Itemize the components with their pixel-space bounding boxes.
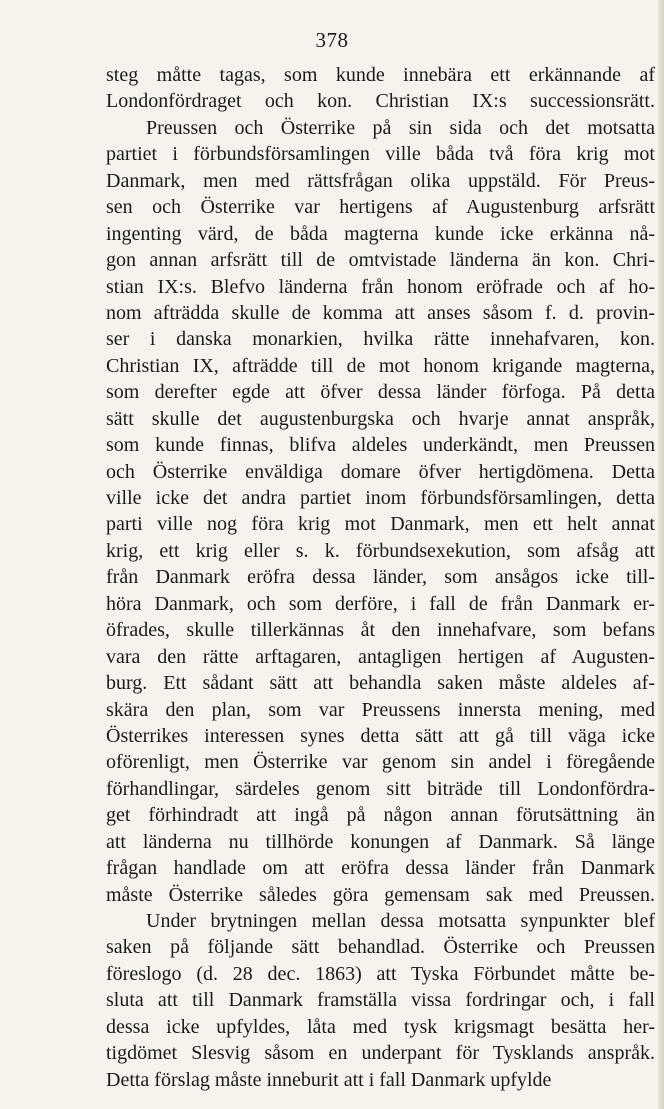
text-line: sluta att till Danmark framställa vissa fordringar och, i fall [106, 989, 655, 1012]
body-text [106, 62, 655, 1093]
text-line: som kunde finnas, blifva aldeles underkändt, men Preussen [106, 434, 655, 457]
text-line: öfrades, skulle tillerkännas åt den innehafvare, som befans [106, 619, 655, 642]
text-line: steg måtte tagas, som kunde innebära ett erkännande af [106, 64, 655, 86]
text-line: tigdömet Slesvig såsom en underpant för Tysklands anspråk. [106, 1042, 655, 1065]
text-line: Danmark, men med rättsfrågan olika uppstäld. För Preus- [106, 169, 655, 192]
text-line: burg. Ett sådant sätt att behandla saken måste aldeles af- [106, 672, 655, 695]
text-line: förhandlingar, särdeles genom sitt biträde till Londonfördra- [106, 777, 655, 800]
text-line: och Österrike enväldiga domare öfver hertigdömena. Detta [106, 460, 655, 483]
text-line: att länderna nu tillhörde konungen af Danmark. Så länge [106, 830, 655, 853]
text-line: skära den plan, som var Preussens innersta mening, med [106, 698, 655, 721]
text-line: get förhindradt att ingå på någon annan förutsättning än [106, 804, 655, 827]
page-number: 378 [315, 28, 349, 52]
text-line: dessa icke upfyldes, låta med tysk krigsmagt besätta her- [106, 1015, 655, 1038]
text-line: Detta förslag måste inneburit att i fall Danmark upfylde [106, 1068, 552, 1091]
text-line: sätt skulle det augustenburgska och hvarje annat anspråk, [106, 407, 655, 430]
text-line: som derefter egde att öfver dessa länder förfoga. På detta [106, 381, 655, 404]
text-line: ville icke det andra partiet inom förbundsförsamlingen, detta [106, 487, 655, 509]
text-line: Londonfördraget och kon. Christian IX:s successionsrätt. [106, 90, 655, 113]
text-line: vara den rätte arftagaren, antagligen hertigen af Augusten- [106, 645, 655, 668]
text-line: måste Österrike således göra gemensam sak med Preussen. [106, 883, 655, 906]
text-line: stian IX:s. Blefvo länderna från honom eröfrade och af ho- [106, 275, 655, 298]
text-line: ingenting värd, de båda magterna kunde icke erkänna nå- [106, 222, 655, 245]
text-line: parti ville nog föra krig mot Danmark, men ett helt annat [106, 513, 655, 536]
text-line: partiet i förbundsförsamlingen ville båda två föra krig mot [106, 143, 655, 166]
text-line: Under brytningen mellan dessa motsatta synpunkter blef [146, 910, 655, 932]
text-line: föreslogo (d. 28 dec. 1863) att Tyska Förbundet måtte be- [106, 962, 655, 985]
text-line: Österrikes interessen synes detta sätt att gå till väga icke [106, 724, 655, 747]
text-line: Preussen och Österrike på sin sida och det motsatta [146, 116, 655, 139]
text-line: från Danmark eröfra dessa länder, som ansågos icke till- [106, 566, 655, 589]
text-line: ser i danska monarkien, hvilka rätte innehafvaren, kon. [106, 328, 655, 351]
text-line: höra Danmark, och som derföre, i fall de från Danmark er- [106, 592, 655, 615]
text-line: sen och Österrike var hertigens af Augustenburg arfsrätt [106, 196, 655, 219]
text-line: frågan handlade om att eröfra dessa länder från Danmark [106, 857, 655, 880]
text-line: krig, ett krig eller s. k. förbundsexekution, som afsåg att [106, 539, 655, 562]
text-line: Christian IX, afträdde till de mot honom krigande magterna, [106, 354, 655, 377]
text-line: saken på följande sätt behandlad. Österrike och Preussen [106, 936, 655, 959]
page-edge [658, 0, 664, 1109]
text-line: oförenligt, men Österrike var genom sin andel i föregående [106, 751, 655, 774]
text-line: nom afträdda skulle de komma att anses såsom f. d. provin- [106, 301, 655, 324]
text-line: gon annan arfsrätt till de omtvistade länderna än kon. Chri- [106, 249, 655, 272]
